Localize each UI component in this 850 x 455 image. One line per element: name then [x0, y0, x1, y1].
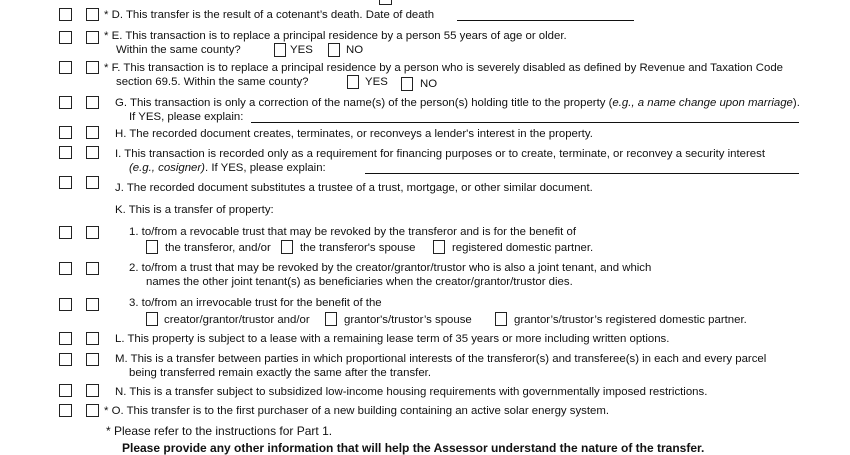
item-k3-opt1: creator/grantor/trustor and/or	[164, 314, 310, 326]
checkbox-g-yes[interactable]	[59, 96, 72, 109]
item-m-line2: being transferred remain exactly the same after the transfer.	[129, 367, 432, 379]
item-k2-line2: names the other joint tenant(s) as beneficiaries when the creator/grantor/trustor dies.	[146, 276, 573, 288]
checkbox-f-no[interactable]	[86, 61, 99, 74]
checkbox-n-yes[interactable]	[59, 384, 72, 397]
checkbox-k3-yes[interactable]	[59, 298, 72, 311]
checkbox-k1-no[interactable]	[86, 226, 99, 239]
checkbox-k1-spouse[interactable]	[281, 240, 293, 254]
item-e-yes-label: YES	[290, 44, 313, 56]
checkbox-f-same-county-no[interactable]	[401, 77, 413, 91]
checkbox-k3-no[interactable]	[86, 298, 99, 311]
item-k3-opt2: grantor's/trustor’s spouse	[344, 314, 472, 326]
additional-info-heading: Please provide any other information that will help the Assessor understand the nature of the transfer.	[122, 441, 705, 455]
checkbox-l-no[interactable]	[86, 332, 99, 345]
g-explain-field[interactable]	[251, 122, 799, 123]
checkbox-k3-spouse[interactable]	[325, 312, 337, 326]
item-k3-opt3: grantor’s/trustor’s registered domestic partner.	[514, 314, 747, 326]
checkbox-d-yes[interactable]	[59, 8, 72, 21]
checkbox-h-no[interactable]	[86, 126, 99, 139]
item-h-label: H. The recorded document creates, terminates, or reconveys a lender's interest in the property.	[115, 128, 593, 140]
item-m-line1: M. This is a transfer between parties in which proportional interests of the transferor(s) and transferee(s) in each and every parcel	[115, 353, 767, 365]
checkbox-k1-partner[interactable]	[433, 240, 445, 254]
checkbox-m-no[interactable]	[86, 353, 99, 366]
checkbox-k2-no[interactable]	[86, 262, 99, 275]
checkbox-j-no[interactable]	[86, 176, 99, 189]
checkbox-d-no[interactable]	[86, 8, 99, 21]
item-k1-line1: 1. to/from a revocable trust that may be revoked by the transferor and is for the benefit of	[129, 226, 576, 238]
checkbox-n-no[interactable]	[86, 384, 99, 397]
item-i-line1: I. This transaction is recorded only as a requirement for financing purposes or to create, terminate, or reconvey a security interest	[115, 148, 766, 160]
checkbox-f-yes[interactable]	[59, 61, 72, 74]
checkbox-k1-yes[interactable]	[59, 226, 72, 239]
checkbox-k3-partner[interactable]	[495, 312, 507, 326]
item-k3-line1: 3. to/from an irrevocable trust for the benefit of the	[129, 297, 382, 309]
checkbox-e-no[interactable]	[86, 31, 99, 44]
checkbox-o-yes[interactable]	[59, 404, 72, 417]
item-k2-line1: 2. to/from a trust that may be revoked by the creator/grantor/trustor who is also a joint tenant, and which	[129, 262, 652, 274]
item-j-label: J. The recorded document substitutes a trustee of a trust, mortgage, or other similar document.	[115, 182, 593, 194]
item-k-label: K. This is a transfer of property:	[115, 204, 274, 216]
checkbox-l-yes[interactable]	[59, 332, 72, 345]
item-e-no-label: NO	[346, 44, 364, 56]
checkbox-e-same-county-no[interactable]	[328, 43, 340, 57]
date-of-death-field[interactable]	[457, 20, 634, 21]
item-n-label: N. This is a transfer subject to subsidized low-income housing requirements with governmentally imposed restrictions.	[115, 386, 708, 398]
instructions-note: * Please refer to the instructions for Part 1.	[106, 424, 333, 438]
item-o-label: * O. This transfer is to the first purchaser of a new building containing an active solar energy system.	[104, 405, 610, 417]
item-l-label: L. This property is subject to a lease with a remaining lease term of 35 years or more including written options.	[115, 333, 670, 345]
item-k1-opt2: the transferor's spouse	[300, 242, 416, 254]
item-f-line2: section 69.5. Within the same county?	[116, 76, 309, 88]
item-k1-opt3: registered domestic partner.	[452, 242, 594, 254]
checkbox-k3-creator[interactable]	[146, 312, 158, 326]
checkbox-top-remnant[interactable]	[379, 0, 392, 5]
checkbox-o-no[interactable]	[86, 404, 99, 417]
item-f-yes-label: YES	[365, 76, 388, 88]
checkbox-f-same-county-yes[interactable]	[347, 75, 359, 89]
checkbox-k1-transferor[interactable]	[146, 240, 158, 254]
item-e-line1: * E. This transaction is to replace a principal residence by a person 55 years of age or older.	[104, 30, 567, 42]
checkbox-g-no[interactable]	[86, 96, 99, 109]
checkbox-j-yes[interactable]	[59, 176, 72, 189]
item-f-line1: * F. This transaction is to replace a principal residence by a person who is severely disabled as defined by Revenue and Taxation Code	[104, 62, 783, 74]
item-g-line1: G. This transaction is only a correction of the name(s) of the person(s) holding title to the property (e.g., a name change upon marriage).	[115, 97, 800, 109]
item-f-no-label: NO	[420, 78, 438, 90]
item-e-line2: Within the same county?	[116, 44, 241, 56]
checkbox-h-yes[interactable]	[59, 126, 72, 139]
item-i-line2: (e.g., cosigner). If YES, please explain:	[129, 162, 326, 174]
item-k1-opt1: the transferor, and/or	[165, 242, 271, 254]
item-g-line2: If YES, please explain:	[129, 111, 244, 123]
i-explain-field[interactable]	[365, 173, 799, 174]
checkbox-k2-yes[interactable]	[59, 262, 72, 275]
checkbox-m-yes[interactable]	[59, 353, 72, 366]
checkbox-i-yes[interactable]	[59, 146, 72, 159]
checkbox-i-no[interactable]	[86, 146, 99, 159]
checkbox-e-yes[interactable]	[59, 31, 72, 44]
item-d-label: * D. This transfer is the result of a cotenant’s death. Date of death	[104, 9, 435, 21]
checkbox-e-same-county-yes[interactable]	[274, 43, 286, 57]
